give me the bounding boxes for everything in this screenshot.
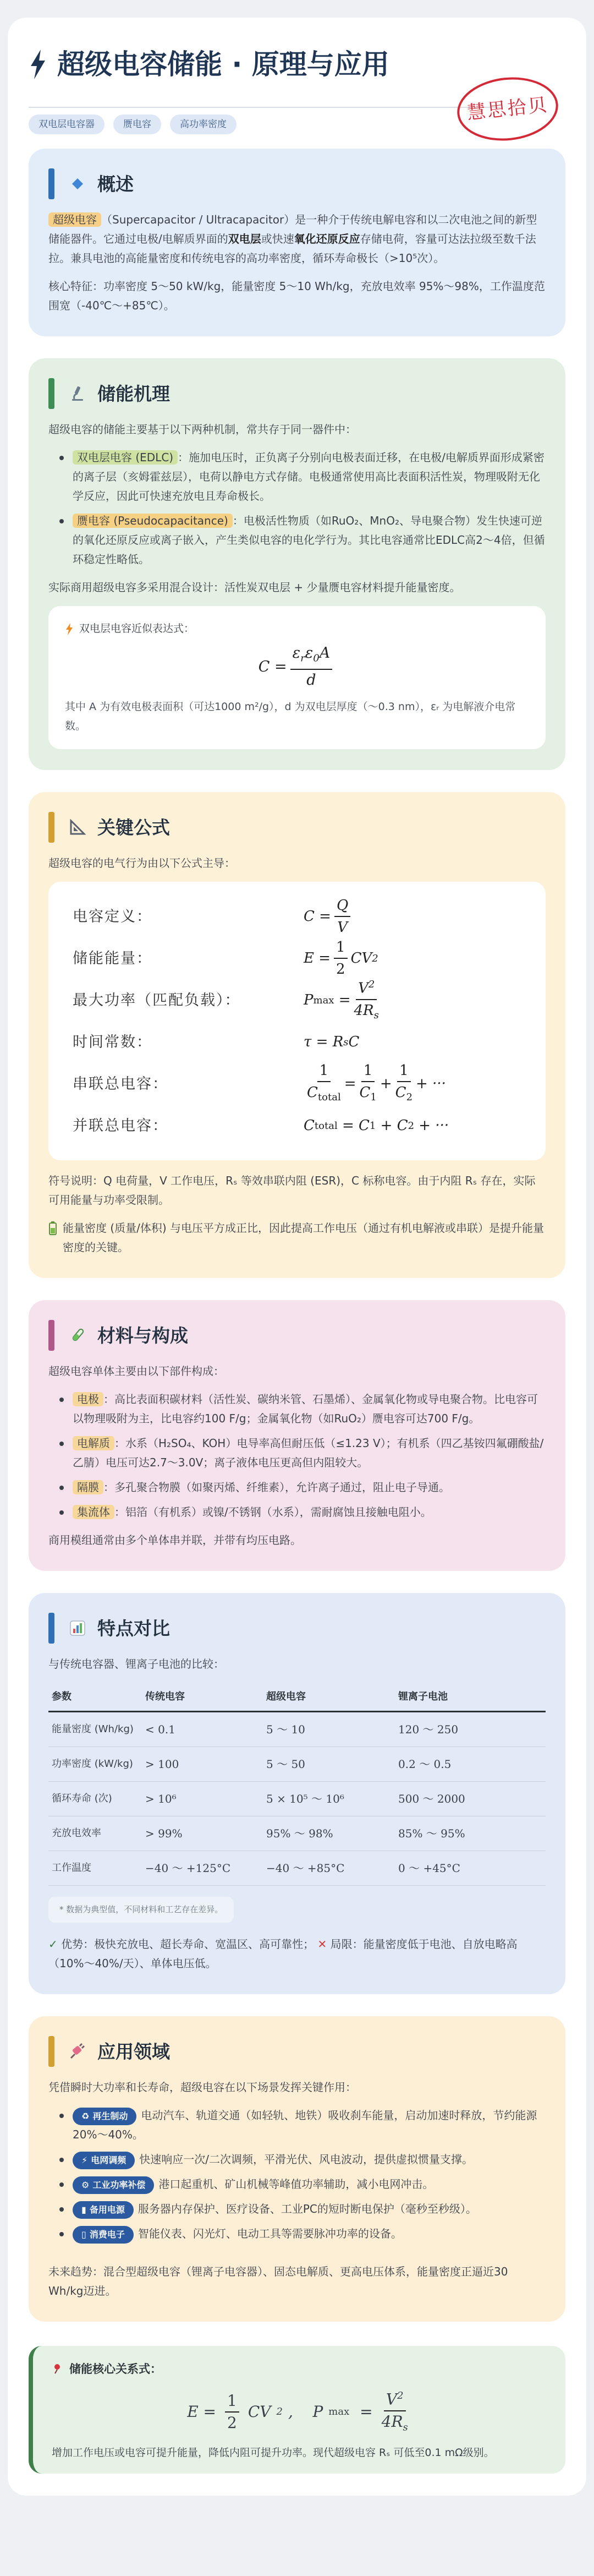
summary-title: 储能核心关系式： — [69, 2362, 162, 2376]
material-text: ：铝箔（有机系）或镍/不锈钢（水系），需耐腐蚀且接触电阻小。 — [114, 1505, 432, 1519]
formula-row-energy: 储能能量： E = $\frac{1}{2}$ CV 2 — [73, 939, 378, 978]
formula-row-series: 串联总电容： $\frac{1}{C_{total}}$ = $\frac{1}{C_1}$ + $\frac{1}{C_2}$ + ··· — [73, 1062, 446, 1103]
apps-card — [29, 2016, 565, 2322]
formula-label: 串联总电容： — [73, 1075, 168, 1093]
cross-icon: ✕ — [317, 1938, 327, 1951]
mechanism-card — [29, 358, 565, 770]
section-bar — [48, 812, 54, 843]
materials-title: 材料与构成 — [97, 1324, 188, 1346]
materials-header — [48, 1319, 546, 1352]
table-cell: 0.2 ～ 0.5 — [395, 1747, 546, 1782]
bar-chart-icon — [68, 1618, 87, 1638]
table-cell: 充放电效率 — [48, 1816, 142, 1851]
apps-outro: 未来趋势：混合型超级电容（锂离子电容器）、固态电解质、更高电压体系，能量密度正逼近30 Wh/kg迈进。 — [48, 2265, 508, 2298]
pseudocap-text: ：电极活性物质（如RuO₂、MnO₂、导电聚合物）发生快速可逆的氧化还原反应或离子嵌入，产生类似电容的电化学行为。其比电容通常比EDLC高2～4倍，但循环稳定性略低。 — [73, 514, 545, 566]
formula-tip-text: 能量密度 (质量/体积) 与电压平方成正比，因此提高工作电压（通过有机电解液或串联）是提升能量密度的关键。 — [63, 1221, 544, 1254]
bold-redox: 氧化还原反应 — [294, 232, 360, 245]
header — [29, 45, 565, 130]
summary-box — [29, 2346, 565, 2474]
compare-limitations: 局限：能量密度低于电池、自放电略高（10%～40%/天）、单体电压低。 — [48, 1938, 518, 1971]
material-text: ：水系（H₂SO₄、KOH）电导率高但耐压低（≤1.23 V）；有机系（四乙基铵四氟硼酸盐/乙腈）电压可达2.7～3.0V；离子液体电压更高但内阻较大。 — [73, 1437, 544, 1470]
materials-card — [29, 1300, 565, 1571]
mechanism-hybrid: 实际商用超级电容多采用混合设计：活性炭双电层 + 少量赝电容材料提升能量密度。 — [48, 581, 461, 594]
table-cell: > 99% — [142, 1816, 263, 1851]
apps-header — [48, 2035, 546, 2068]
app-text: 智能仪表、闪光灯、电动工具等需要脉冲功率的设备。 — [138, 2227, 402, 2241]
mechanism-header — [48, 377, 546, 410]
app-tag — [73, 2152, 135, 2169]
column-header: 传统电容 — [142, 1683, 263, 1712]
overview-paragraph — [48, 210, 546, 268]
edlc-formula: C = $\frac{\varepsilon_r\varepsilon_0A}{d}$ — [65, 644, 529, 690]
formula-symbols: 符号说明：Q 电荷量，V 工作电压，Rₛ 等效串联内阻 (ESR)，C 标称电容。由于内阻 Rₛ 存在，实际可用能量与功率受限制。 — [48, 1174, 536, 1207]
column-header: 参数 — [48, 1683, 142, 1712]
overview-text-c: 或快速 — [261, 232, 294, 245]
formula-box-header — [65, 619, 529, 638]
compare-advantages: 优势：极快充放电、超长寿命、宽温区、高可靠性； — [61, 1938, 315, 1951]
table-cell: 500 ～ 2000 — [395, 1782, 546, 1816]
formulas-header — [48, 811, 546, 844]
app-tag — [73, 2176, 154, 2194]
table-cell: 5 ～ 50 — [263, 1747, 395, 1782]
recycle-icon: ♻ — [81, 2111, 90, 2122]
lightning-icon: ⚡ — [81, 2155, 88, 2166]
triangle-ruler-icon — [68, 817, 87, 837]
highlight-pseudocap: 赝电容 (Pseudocapacitance) — [73, 514, 233, 528]
materials-outro: 商用模组通常由多个单体串并联，并带有均压电路。 — [48, 1533, 301, 1547]
app-tag — [73, 2201, 134, 2219]
compare-header — [48, 1612, 546, 1645]
formula-row-capacitance: 电容定义： C = $\frac{Q}{V}$ — [73, 898, 521, 935]
table-footnote: * 数据为典型值，不同材料和工艺存在差异。 — [48, 1897, 234, 1923]
summary-title-row — [52, 2360, 547, 2377]
formulas-card — [29, 792, 565, 1278]
table-cell: 5 ～ 10 — [263, 1712, 395, 1747]
phone-icon: ▯ — [81, 2229, 86, 2240]
table-cell: > 10⁶ — [142, 1782, 263, 1816]
app-text: 快速响应一次/二次调频，平滑光伏、风电波动，提供虚拟惯量支撑。 — [139, 2153, 473, 2166]
app-tag — [73, 2226, 134, 2244]
app-text: 港口起重机、矿山机械等峰值功率辅助，减小电网冲击。 — [158, 2177, 434, 2191]
formula-tip — [48, 1219, 546, 1257]
app-tag-label: 再生制动 — [92, 2111, 128, 2122]
title-divider — [29, 107, 502, 108]
overview-text-a: （Supercapacitor / Ultracapacitor）是一种介于传统电解电容和以二次电池之间的新型储能器件。它通过电极/电解质界面的 — [48, 213, 537, 245]
battery-icon — [48, 1221, 57, 1236]
app-tag-label: 工业功率补偿 — [92, 2180, 146, 2191]
table-row — [48, 1712, 546, 1747]
table-cell: > 100 — [142, 1747, 263, 1782]
formulas-title: 关键公式 — [97, 816, 170, 838]
section-bar — [48, 378, 54, 409]
compare-summary — [48, 1935, 546, 1973]
lightning-bolt-icon — [29, 50, 47, 79]
app-tag-label: 电网调频 — [91, 2155, 127, 2166]
compare-title: 特点对比 — [97, 1617, 170, 1639]
column-header: 锂离子电池 — [395, 1683, 546, 1712]
overview-features: 核心特征：功率密度 5～50 kW/kg，能量密度 5～10 Wh/kg，充放电效率 95%～98%，工作温度范围宽（-40℃～+85℃）。 — [48, 280, 545, 312]
formula-label: 电容定义： — [73, 908, 152, 925]
microscope-icon — [68, 384, 87, 403]
apps-title: 应用领域 — [97, 2040, 170, 2062]
table-row — [48, 1816, 546, 1851]
column-header: 超级电容 — [263, 1683, 395, 1712]
list-item — [58, 1478, 546, 1497]
formula-box-title: 双电层电容近似表达式： — [79, 623, 195, 635]
comparison-table — [48, 1683, 546, 1886]
materials-list — [58, 1390, 546, 1522]
list-item — [58, 448, 546, 506]
app-text: 电动汽车、轨道交通（如轻轨、地铁）吸收刹车能量，启动加速时释放，节约能源20%～40%。 — [73, 2109, 537, 2142]
battery-icon: ▮ — [81, 2204, 86, 2215]
table-row — [48, 1782, 546, 1816]
edlc-text: ：施加电压时，正负离子分别向电极表面迁移，在电极/电解质界面形成紧密的离子层（亥姆霍兹层），电荷以静电方式存储。电极通常使用高比表面积活性炭，物理吸附无化学反应，因此可快速充放电且寿命极长。 — [73, 451, 544, 503]
highlight-material: 隔膜 — [73, 1480, 103, 1494]
app-tag-label: 消费电子 — [89, 2229, 125, 2240]
overview-header — [48, 167, 546, 200]
summary-formula: E = $\frac{1}{2}$ CV 2 , P max = $\frac{V^2}{4R_s}$ — [52, 2387, 547, 2437]
table-cell: 85% ～ 95% — [395, 1816, 546, 1851]
overview-card — [29, 149, 565, 336]
materials-intro: 超级电容单体主要由以下部件构成： — [48, 1365, 224, 1378]
overview-text-d: 存储电荷，容量可达法拉级至数千法拉。兼具电池的高能量密度和传统电容的高功率密度，循环寿命极长（>10⁵次）。 — [48, 232, 536, 265]
highlight-material: 电极 — [73, 1392, 103, 1406]
highlight-material: 电解质 — [73, 1436, 114, 1450]
table-cell: −40 ～ +125°C — [142, 1851, 263, 1886]
list-item — [58, 2175, 546, 2194]
list-item — [58, 2106, 546, 2144]
diamond-icon — [68, 174, 87, 194]
formula-box-note: 其中 A 为有效电极表面积（可达1000 m²/g），d 为双电层厚度（～0.3 nm），εᵣ 为电解液介电常数。 — [65, 701, 516, 733]
summary-note: 增加工作电压或电容可提升能量，降低内阻可提升功率。现代超级电容 Rₛ 可低至0.1 mΩ级别。 — [52, 2447, 494, 2459]
highlight-material: 集流体 — [73, 1505, 114, 1519]
mechanism-intro: 超级电容的储能主要基于以下两种机制，常共存于同一器件中： — [48, 423, 356, 436]
tag-list — [29, 114, 237, 134]
plug-icon — [68, 2042, 87, 2061]
mechanism-list — [58, 448, 546, 569]
list-item — [58, 2224, 546, 2244]
formula-label: 最大功率（匹配负载）： — [73, 991, 241, 1009]
tag-edlc[interactable]: 双电层电容器 — [29, 114, 105, 134]
formula-label: 储能能量： — [73, 949, 152, 967]
table-cell: 工作温度 — [48, 1851, 142, 1886]
table-row — [48, 1851, 546, 1886]
app-text: 服务器内存保护、医疗设备、工业PC的短时断电保护（毫秒至秒级）。 — [138, 2202, 477, 2216]
edlc-formula-box — [48, 606, 546, 749]
table-cell: −40 ～ +85°C — [263, 1851, 395, 1886]
material-text: ：高比表面积碳材料（活性炭、碳纳米管、石墨烯）、金属氧化物或导电聚合物。比电容可以物理吸附为主，比电容约100 F/g；金属氧化物（如RuO₂）赝电容可达700 F/g。 — [73, 1393, 538, 1426]
tag-pseudocap[interactable]: 赝电容 — [113, 114, 161, 134]
table-cell: 0 ～ +45°C — [395, 1851, 546, 1886]
mechanism-title: 储能机理 — [97, 383, 170, 405]
table-cell: 能量密度 (Wh/kg) — [48, 1712, 142, 1747]
pin-icon — [52, 2363, 63, 2374]
list-item — [58, 2150, 546, 2169]
table-cell: < 0.1 — [142, 1712, 263, 1747]
seal-stamp — [452, 70, 563, 147]
table-cell: 5 × 10⁵ ～ 10⁶ — [263, 1782, 395, 1816]
list-item — [58, 2200, 546, 2219]
formulas-intro: 超级电容的电气行为由以下公式主导： — [48, 856, 235, 870]
list-item — [58, 1434, 546, 1472]
page — [8, 18, 586, 2496]
table-cell: 120 ～ 250 — [395, 1712, 546, 1747]
section-bar — [48, 168, 54, 199]
formula-label: 时间常数： — [73, 1033, 152, 1051]
section-bar — [48, 1320, 54, 1351]
table-cell: 功率密度 (kW/kg) — [48, 1747, 142, 1782]
apps-list — [58, 2106, 546, 2244]
table-cell: 95% ～ 98% — [263, 1816, 395, 1851]
apps-intro: 凭借瞬时大功率和长寿命，超级电容在以下场景发挥关键作用： — [48, 2081, 356, 2094]
factory-icon: ⚙ — [81, 2180, 90, 2191]
highlight-edlc: 双电层电容 (EDLC) — [73, 450, 178, 465]
formula-row-power: 最大功率（匹配负载）： P max = $\frac{V^2}{4R_s}$ — [73, 982, 521, 1018]
test-tube-icon — [68, 1325, 87, 1345]
formula-row-parallel: 并联总电容： C total = C 1 + C 2 + ··· — [73, 1117, 449, 1134]
compare-intro: 与传统电容器、锂离子电池的比较： — [48, 1657, 224, 1671]
list-item — [58, 511, 546, 569]
highlight-supercap: 超级电容 — [48, 212, 101, 227]
tag-power-density[interactable]: 高功率密度 — [170, 114, 237, 134]
formula-list-box — [48, 882, 546, 1160]
page-title: 超级电容储能 · 原理与应用 — [57, 48, 389, 80]
section-bar — [48, 1613, 54, 1644]
formula-row-time-constant: 时间常数： τ = R s C — [73, 1033, 360, 1051]
table-header-row — [48, 1683, 546, 1712]
compare-card — [29, 1593, 565, 1994]
seal-text: 慧思拾贝 — [466, 94, 549, 124]
app-tag — [73, 2108, 136, 2125]
list-item — [58, 1503, 546, 1522]
app-tag-label: 备用电源 — [89, 2204, 125, 2215]
material-text: ：多孔聚合物膜（如聚丙烯、纤维素），允许离子通过，阻止电子导通。 — [103, 1481, 450, 1494]
overview-title: 概述 — [97, 173, 134, 195]
section-bar — [48, 2036, 54, 2067]
formula-label: 并联总电容： — [73, 1117, 168, 1134]
table-row — [48, 1747, 546, 1782]
formula-rows — [73, 898, 521, 1144]
bolt-small-icon — [65, 623, 74, 635]
table-cell: 循环寿命 (次) — [48, 1782, 142, 1816]
list-item — [58, 1390, 546, 1428]
check-icon: ✓ — [48, 1938, 58, 1951]
bold-double-layer: 双电层 — [228, 232, 261, 245]
